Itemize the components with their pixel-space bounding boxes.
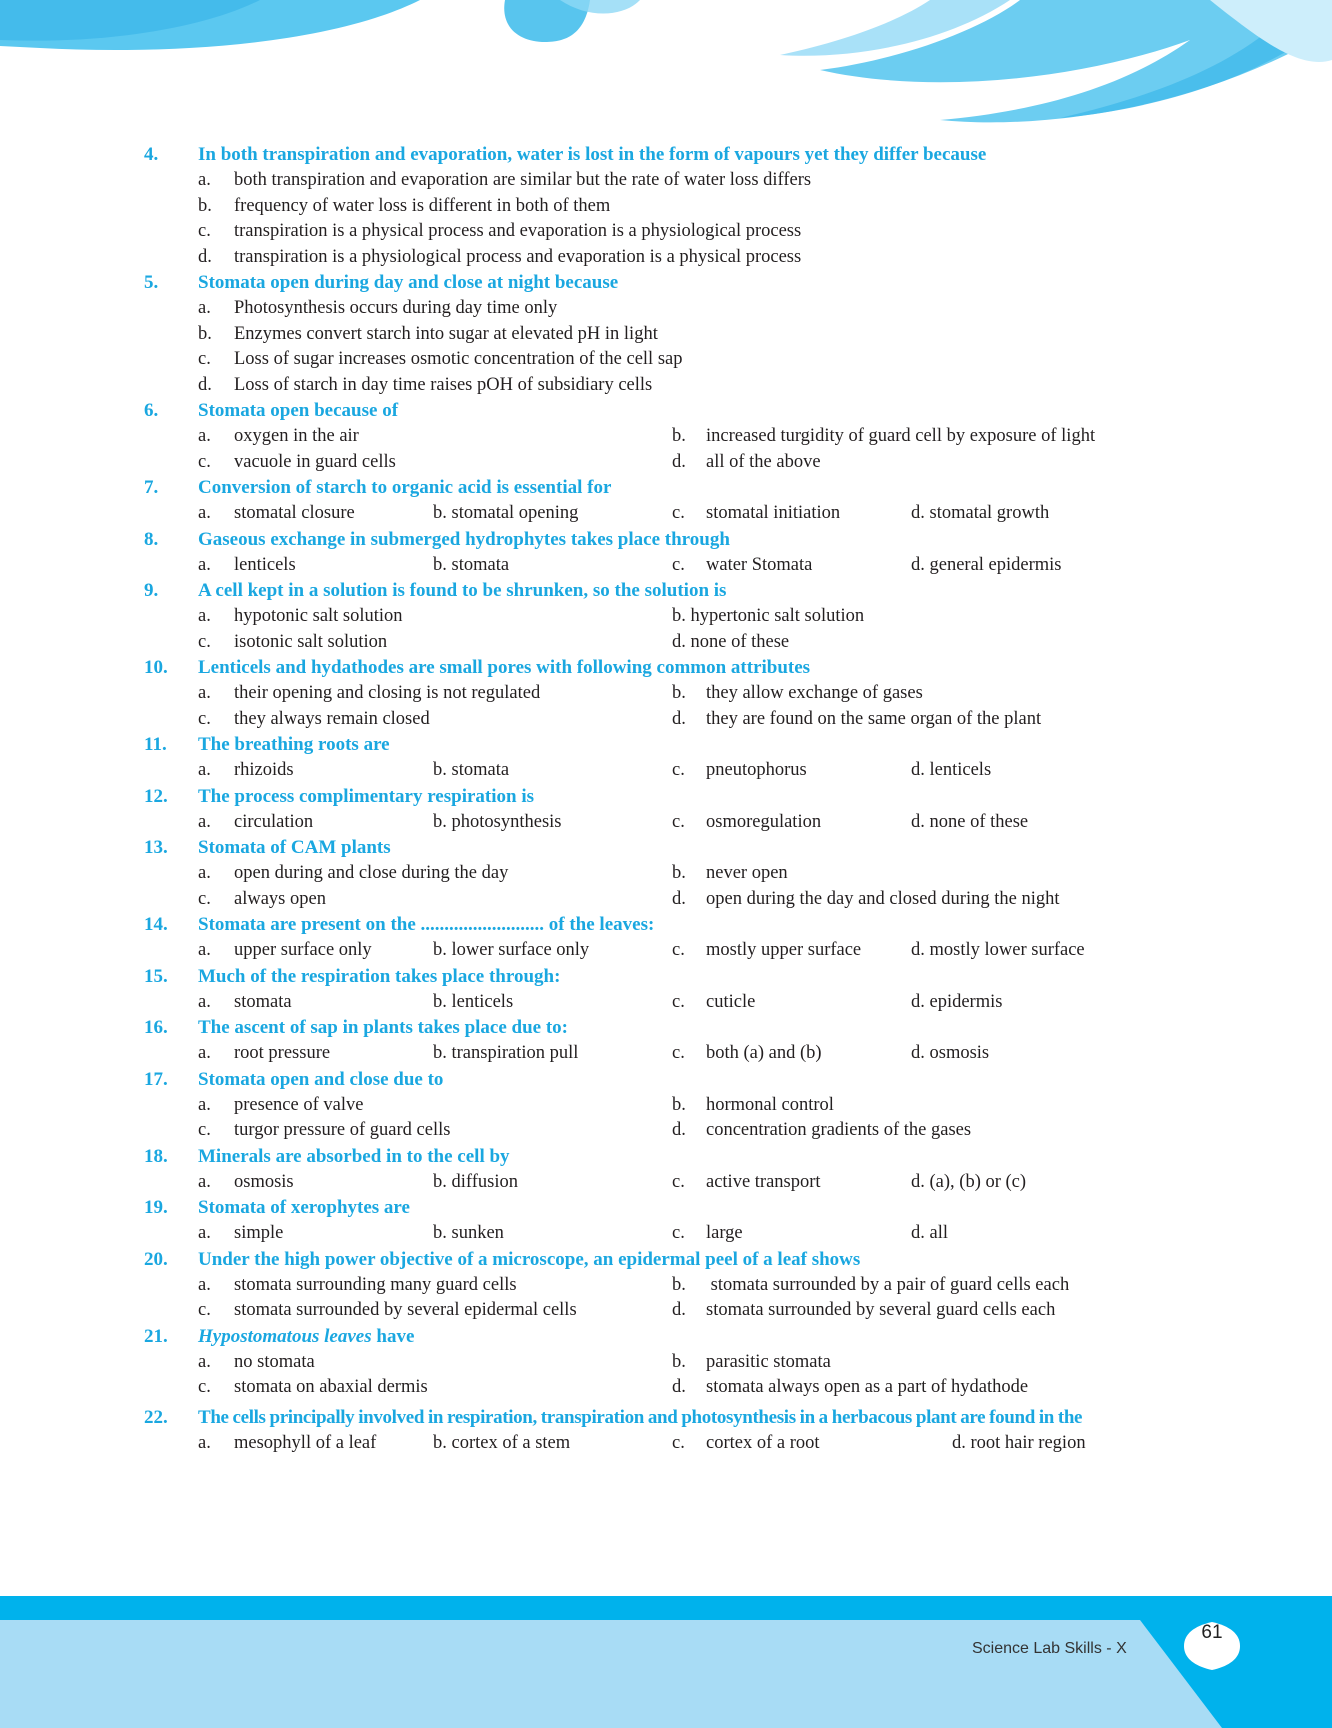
question-11 — [0, 732, 1332, 784]
option-c: c. cortex of a root — [672, 1432, 820, 1453]
question-5 — [0, 270, 1332, 398]
option-c: c. large — [672, 1223, 743, 1243]
option-a: a. osmosis — [198, 1171, 294, 1192]
option-b: b. stomata — [433, 554, 510, 575]
question-number: 15. — [144, 965, 168, 987]
question-number: 19. — [144, 1197, 168, 1218]
question-text: A cell kept in a solution is found to be shrunken, so the solution is — [198, 580, 727, 601]
question-text: Stomata open and close due to — [198, 1068, 444, 1090]
question-text: Minerals are absorbed in to the cell by — [198, 1145, 510, 1167]
option-a: a. stomata — [198, 991, 292, 1012]
option-b: b. photosynthesis — [433, 811, 562, 832]
question-text: Under the high power objective of a microscope, an epidermal peel of a leaf shows — [198, 1248, 861, 1270]
option-d: d. they are found on the same organ of the plant — [672, 708, 1042, 729]
option-d: d. (a), (b) or (c) — [911, 1171, 1027, 1192]
question-text: The breathing roots are — [198, 734, 390, 755]
option-c: c. mostly upper surface — [672, 940, 862, 960]
option-a: a. hypotonic salt solution — [198, 606, 403, 626]
question-number: 5. — [144, 272, 159, 293]
option-c: c. both (a) and (b) — [672, 1043, 822, 1063]
question-13 — [0, 835, 1332, 912]
option-a: a. stomata surrounding many guard cells — [198, 1274, 517, 1295]
option-b: b. increased turgidity of guard cell by exposure of light — [672, 426, 1096, 446]
option-b: b. Enzymes convert starch into sugar at elevated pH in light — [198, 323, 658, 344]
option-b: b. hypertonic salt solution — [672, 606, 865, 626]
footer-band-decoration — [0, 1590, 1332, 1728]
question-16 — [0, 1015, 1332, 1067]
option-d: d. lenticels — [911, 760, 992, 780]
option-c: c. Loss of sugar increases osmotic concentration of the cell sap — [198, 349, 683, 369]
question-text: Conversion of starch to organic acid is essential for — [198, 477, 612, 498]
question-8 — [0, 527, 1332, 579]
question-text: The process complimentary respiration is — [198, 785, 534, 807]
question-number: 17. — [144, 1068, 168, 1090]
question-9 — [0, 578, 1332, 655]
option-b: b. lenticels — [433, 991, 514, 1012]
option-b: b. stomatal opening — [433, 503, 579, 523]
option-d: d. mostly lower surface — [911, 940, 1085, 960]
question-21 — [0, 1324, 1332, 1401]
option-b: b. stomata — [433, 760, 510, 780]
option-c: c. stomata on abaxial dermis — [198, 1377, 428, 1397]
option-c: c. pneutophorus — [672, 760, 807, 780]
option-c: c. osmoregulation — [672, 811, 822, 832]
option-a: a. presence of valve — [198, 1094, 364, 1115]
option-d: d. root hair region — [952, 1432, 1086, 1453]
question-list — [0, 142, 1332, 1456]
question-number: 4. — [144, 144, 159, 165]
question-20 — [0, 1247, 1332, 1324]
option-b: b. sunken — [433, 1223, 504, 1243]
option-d: d. none of these — [672, 631, 790, 652]
option-a: a. oxygen in the air — [198, 426, 359, 446]
option-c: c. stomata surrounded by several epidermal cells — [198, 1300, 577, 1320]
question-text: The cells principally involved in respiration, transpiration and photosynthesis in a herbacous plant are found in the — [198, 1406, 1083, 1428]
question-text: Gaseous exchange in submerged hydrophytes takes place through — [198, 528, 730, 550]
question-number: 8. — [144, 528, 159, 550]
option-a: a. circulation — [198, 811, 314, 832]
option-b: b. hormonal control — [672, 1094, 834, 1115]
option-c: c. stomatal initiation — [672, 503, 841, 523]
option-c: c. transpiration is a physical process and evaporation is a physiological process — [198, 221, 802, 241]
option-b: b. diffusion — [433, 1171, 518, 1192]
option-b: b. never open — [672, 863, 788, 883]
question-number: 7. — [144, 477, 159, 498]
question-number: 10. — [144, 657, 168, 678]
option-a: a. no stomata — [198, 1351, 315, 1372]
question-15 — [0, 964, 1332, 1016]
question-18 — [0, 1144, 1332, 1196]
option-c: c. isotonic salt solution — [198, 631, 388, 652]
question-19 — [0, 1195, 1332, 1247]
option-b: b. parasitic stomata — [672, 1351, 831, 1372]
question-text: Stomata of xerophytes are — [198, 1197, 410, 1218]
option-a: a. stomatal closure — [198, 503, 355, 523]
question-text: Stomata open because of — [198, 400, 399, 421]
question-number: 16. — [144, 1017, 168, 1038]
option-d: d. open during the day and closed during the night — [672, 888, 1060, 909]
option-d: d. all of the above — [672, 451, 821, 472]
option-d: d. osmosis — [911, 1043, 990, 1063]
question-text: Stomata open during day and close at night because — [198, 272, 619, 293]
option-d: d. transpiration is a physiological process and evaporation is a physical process — [198, 246, 802, 267]
option-a: a. open during and close during the day — [198, 863, 509, 883]
option-c: c. they always remain closed — [198, 708, 430, 729]
option-d: d. stomata surrounded by several guard cells each — [672, 1300, 1056, 1320]
book-title: Science Lab Skills - X — [972, 1640, 1127, 1657]
option-b: b. cortex of a stem — [433, 1432, 571, 1453]
option-d: d. none of these — [911, 811, 1029, 832]
option-c: c. always open — [198, 888, 326, 909]
question-text: The ascent of sap in plants takes place due to: — [198, 1017, 568, 1038]
option-b: b. frequency of water loss is different in both of them — [198, 195, 611, 216]
option-c: c. turgor pressure of guard cells — [198, 1120, 451, 1140]
question-number: 12. — [144, 785, 168, 807]
question-text: Stomata of CAM plants — [198, 837, 391, 858]
option-c: c. water Stomata — [672, 554, 813, 575]
question-text: Hypostomatous leaves have — [198, 1325, 415, 1347]
question-text: Lenticels and hydathodes are small pores with following common attributes — [198, 657, 811, 678]
question-text: In both transpiration and evaporation, water is lost in the form of vapours yet they differ because — [198, 144, 987, 165]
question-12 — [0, 784, 1332, 836]
option-a: a. mesophyll of a leaf — [198, 1432, 377, 1453]
question-number: 20. — [144, 1248, 168, 1270]
option-d: d. stomatal growth — [911, 503, 1050, 523]
question-number: 18. — [144, 1145, 168, 1167]
question-number: 21. — [144, 1325, 168, 1347]
option-c: c. vacuole in guard cells — [198, 451, 396, 472]
option-c: c. cuticle — [672, 991, 756, 1012]
question-4 — [0, 142, 1332, 270]
option-d: d. all — [911, 1223, 948, 1243]
question-text: Stomata are present on the .......................... of the leaves: — [198, 914, 655, 935]
option-d: d. general epidermis — [911, 554, 1062, 575]
option-a: a. Photosynthesis occurs during day time only — [198, 298, 558, 318]
question-6 — [0, 398, 1332, 475]
question-14 — [0, 912, 1332, 964]
page-number: 61 — [1201, 1622, 1223, 1643]
header-wave-decoration — [0, 0, 1332, 135]
question-number: 11. — [144, 734, 167, 755]
option-b: b. lower surface only — [433, 940, 590, 960]
option-a: a. upper surface only — [198, 940, 372, 960]
option-d: d. concentration gradients of the gases — [672, 1120, 972, 1140]
option-d: d. Loss of starch in day time raises pOH of subsidiary cells — [198, 374, 653, 395]
option-c: c. active transport — [672, 1171, 821, 1192]
question-number: 14. — [144, 914, 168, 935]
question-number: 22. — [144, 1406, 168, 1428]
question-number: 13. — [144, 837, 168, 858]
question-number: 6. — [144, 400, 159, 421]
question-22 — [0, 1405, 1332, 1457]
option-a: a. root pressure — [198, 1043, 331, 1063]
question-7 — [0, 475, 1332, 527]
option-a: a. both transpiration and evaporation are similar but the rate of water loss differs — [198, 170, 812, 190]
option-a: a. their opening and closing is not regulated — [198, 683, 541, 703]
option-b: b. stomata surrounded by a pair of guard cells each — [672, 1274, 1070, 1295]
option-d: d. epidermis — [911, 991, 1003, 1012]
option-b: b. they allow exchange of gases — [672, 683, 923, 703]
question-number: 9. — [144, 580, 159, 601]
option-a: a. lenticels — [198, 554, 296, 575]
question-10 — [0, 655, 1332, 732]
option-d: d. stomata always open as a part of hydathode — [672, 1377, 1029, 1397]
option-b: b. transpiration pull — [433, 1043, 579, 1063]
question-text: Much of the respiration takes place through: — [198, 965, 561, 987]
question-17 — [0, 1067, 1332, 1144]
option-a: a. rhizoids — [198, 760, 294, 780]
option-a: a. simple — [198, 1223, 284, 1243]
